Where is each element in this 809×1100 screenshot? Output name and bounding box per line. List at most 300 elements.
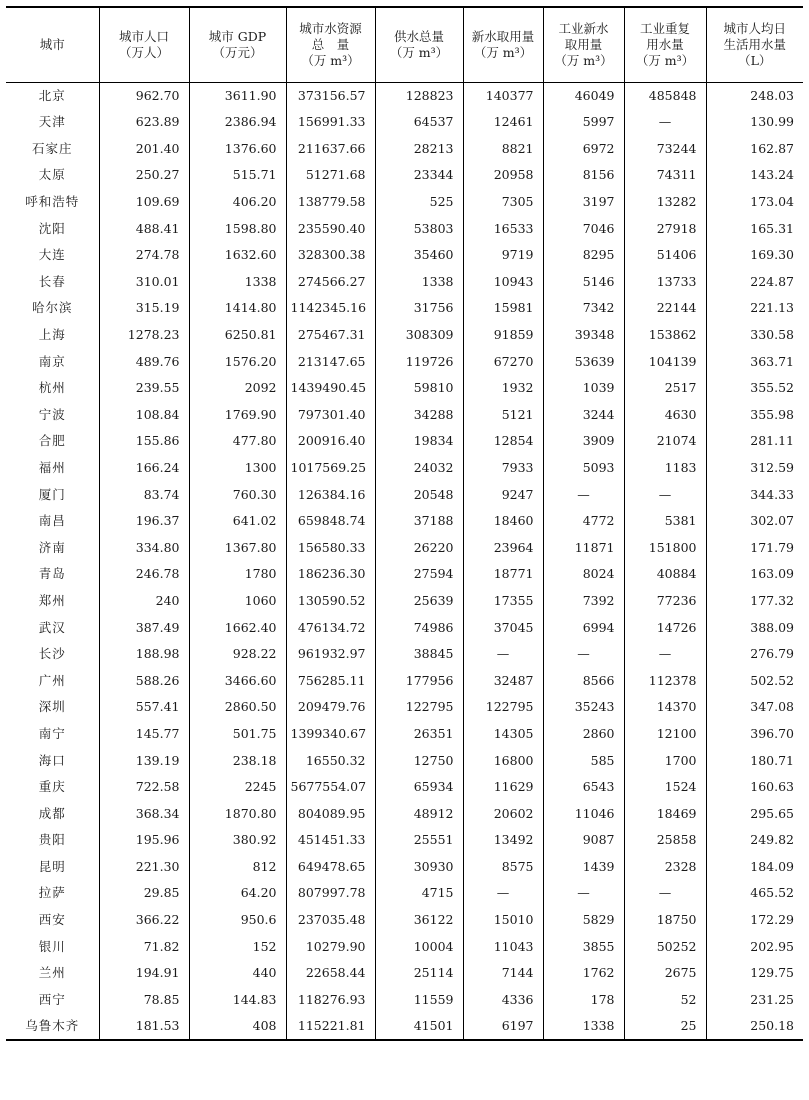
value-cell: 184.09: [706, 854, 803, 881]
value-cell: 171.79: [706, 535, 803, 562]
value-cell: 115221.81: [286, 1013, 375, 1040]
value-cell: 2675: [624, 960, 706, 987]
city-name-cell: 福州: [38, 459, 66, 475]
value-cell: 18460: [463, 508, 543, 535]
value-cell: 16550.32: [286, 747, 375, 774]
value-cell: 163.09: [706, 561, 803, 588]
value-cell: 23964: [463, 535, 543, 562]
column-header: [463, 7, 543, 83]
value-cell: 59810: [375, 375, 463, 402]
value-cell: 312.59: [706, 455, 803, 482]
value-cell: 28213: [375, 136, 463, 163]
city-name-cell: 兰州: [38, 965, 66, 981]
value-cell: 7933: [463, 455, 543, 482]
value-cell: 32487: [463, 668, 543, 695]
value-cell: 40884: [624, 561, 706, 588]
city-name-cell: 广州: [38, 672, 66, 688]
value-cell: 557.41: [99, 694, 189, 721]
value-cell: 178: [543, 987, 624, 1014]
column-header: [375, 7, 463, 83]
value-cell: 109.69: [99, 189, 189, 216]
value-cell: 295.65: [706, 801, 803, 828]
value-cell: 9247: [463, 481, 543, 508]
city-name-cell: 西宁: [38, 991, 66, 1007]
value-cell: 10943: [463, 269, 543, 296]
value-cell: 39348: [543, 322, 624, 349]
empty-value-cell: —: [543, 481, 624, 508]
value-cell: 221.30: [99, 854, 189, 881]
city-name-cell: 乌鲁木齐: [25, 1017, 80, 1033]
table-row: [6, 960, 803, 987]
value-cell: 485848: [624, 83, 706, 110]
table-row: [6, 136, 803, 163]
value-cell: 25551: [375, 827, 463, 854]
column-header-line: （万 m³）: [301, 53, 360, 69]
value-cell: 26220: [375, 535, 463, 562]
value-cell: 15981: [463, 295, 543, 322]
value-cell: 1870.80: [189, 801, 286, 828]
value-cell: 10004: [375, 934, 463, 961]
value-cell: 7342: [543, 295, 624, 322]
empty-value-cell: —: [624, 481, 706, 508]
column-header-line: 取用量: [564, 36, 603, 52]
city-name-cell: 拉萨: [38, 885, 66, 901]
table-row: [6, 880, 803, 907]
empty-value-cell: —: [463, 641, 543, 668]
city-name-cell: 贵阳: [38, 832, 66, 848]
table-row: [6, 854, 803, 881]
value-cell: 756285.11: [286, 668, 375, 695]
empty-value-cell: —: [463, 880, 543, 907]
value-cell: 67270: [463, 348, 543, 375]
value-cell: 396.70: [706, 721, 803, 748]
value-cell: 27594: [375, 561, 463, 588]
value-cell: 177.32: [706, 588, 803, 615]
table-row: [6, 215, 803, 242]
value-cell: 408: [189, 1013, 286, 1040]
value-cell: 649478.65: [286, 854, 375, 881]
value-cell: 1439490.45: [286, 375, 375, 402]
value-cell: 240: [99, 588, 189, 615]
value-cell: 1632.60: [189, 242, 286, 269]
value-cell: 122795: [375, 694, 463, 721]
table-row: [6, 934, 803, 961]
value-cell: 166.24: [99, 455, 189, 482]
value-cell: 406.20: [189, 189, 286, 216]
table-row: [6, 455, 803, 482]
value-cell: 2245: [189, 774, 286, 801]
value-cell: 363.71: [706, 348, 803, 375]
empty-value-cell: —: [624, 109, 706, 136]
value-cell: 5146: [543, 269, 624, 296]
value-cell: 502.52: [706, 668, 803, 695]
value-cell: 308309: [375, 322, 463, 349]
value-cell: 804089.95: [286, 801, 375, 828]
value-cell: 5677554.07: [286, 774, 375, 801]
city-name-cell: 海口: [38, 752, 66, 768]
table-row: [6, 987, 803, 1014]
value-cell: 355.98: [706, 402, 803, 429]
value-cell: 140377: [463, 83, 543, 110]
value-cell: 488.41: [99, 215, 189, 242]
table-row: [6, 641, 803, 668]
column-header: [6, 7, 99, 83]
column-header: [286, 7, 375, 83]
column-header: [99, 7, 189, 83]
value-cell: 165.31: [706, 215, 803, 242]
table-row: [6, 322, 803, 349]
value-cell: 156991.33: [286, 109, 375, 136]
table-row: [6, 402, 803, 429]
table-row: [6, 668, 803, 695]
value-cell: 274.78: [99, 242, 189, 269]
value-cell: 16533: [463, 215, 543, 242]
value-cell: 24032: [375, 455, 463, 482]
city-name-cell: 合肥: [38, 433, 66, 449]
value-cell: 21074: [624, 428, 706, 455]
value-cell: 2386.94: [189, 109, 286, 136]
value-cell: 1932: [463, 375, 543, 402]
value-cell: 74986: [375, 614, 463, 641]
value-cell: 25: [624, 1013, 706, 1040]
value-cell: 366.22: [99, 907, 189, 934]
value-cell: 315.19: [99, 295, 189, 322]
value-cell: 20548: [375, 481, 463, 508]
value-cell: 156580.33: [286, 535, 375, 562]
city-name-cell: 上海: [38, 327, 66, 343]
value-cell: 387.49: [99, 614, 189, 641]
value-cell: 4772: [543, 508, 624, 535]
value-cell: 108.84: [99, 402, 189, 429]
value-cell: 172.29: [706, 907, 803, 934]
value-cell: 1662.40: [189, 614, 286, 641]
value-cell: 34288: [375, 402, 463, 429]
value-cell: 13492: [463, 827, 543, 854]
value-cell: 246.78: [99, 561, 189, 588]
value-cell: 15010: [463, 907, 543, 934]
value-cell: 1142345.16: [286, 295, 375, 322]
value-cell: 1439: [543, 854, 624, 881]
table-row: [6, 109, 803, 136]
value-cell: 515.71: [189, 162, 286, 189]
table-body: [6, 83, 803, 1040]
table-row: [6, 721, 803, 748]
value-cell: 37045: [463, 614, 543, 641]
city-name-cell: 西安: [38, 912, 66, 928]
city-name-cell: 杭州: [38, 380, 66, 396]
page: [6, 6, 803, 1041]
value-cell: 6994: [543, 614, 624, 641]
value-cell: 211637.66: [286, 136, 375, 163]
value-cell: 14370: [624, 694, 706, 721]
city-name-cell: 太原: [38, 167, 66, 183]
value-cell: 249.82: [706, 827, 803, 854]
column-header-line: （万元）: [212, 45, 263, 60]
column-header-line: 供水总量: [393, 28, 444, 44]
value-cell: 126384.16: [286, 481, 375, 508]
value-cell: 145.77: [99, 721, 189, 748]
value-cell: 143.24: [706, 162, 803, 189]
value-cell: 1376.60: [189, 136, 286, 163]
value-cell: 83.74: [99, 481, 189, 508]
table-row: [6, 774, 803, 801]
value-cell: 18469: [624, 801, 706, 828]
value-cell: 139.19: [99, 747, 189, 774]
value-cell: 812: [189, 854, 286, 881]
value-cell: 6543: [543, 774, 624, 801]
value-cell: 129.75: [706, 960, 803, 987]
column-header: [543, 7, 624, 83]
value-cell: 200916.40: [286, 428, 375, 455]
value-cell: 2517: [624, 375, 706, 402]
value-cell: 330.58: [706, 322, 803, 349]
table-row: [6, 269, 803, 296]
value-cell: 1338: [543, 1013, 624, 1040]
value-cell: 368.34: [99, 801, 189, 828]
column-header-line: 生活用水量: [723, 36, 786, 52]
value-cell: 25114: [375, 960, 463, 987]
value-cell: 3611.90: [189, 83, 286, 110]
value-cell: 334.80: [99, 535, 189, 562]
table-row: [6, 508, 803, 535]
value-cell: 950.6: [189, 907, 286, 934]
value-cell: 8024: [543, 561, 624, 588]
city-name-cell: 武汉: [38, 619, 66, 635]
value-cell: 22658.44: [286, 960, 375, 987]
value-cell: 276.79: [706, 641, 803, 668]
value-cell: 194.91: [99, 960, 189, 987]
city-name-cell: 呼和浩特: [25, 194, 80, 210]
column-header-line: （万 m³）: [554, 53, 613, 69]
column-header-line: （万 m³）: [389, 45, 449, 60]
value-cell: 8566: [543, 668, 624, 695]
value-cell: 12461: [463, 109, 543, 136]
value-cell: 74311: [624, 162, 706, 189]
value-cell: 962.70: [99, 83, 189, 110]
value-cell: 209479.76: [286, 694, 375, 721]
value-cell: 180.71: [706, 747, 803, 774]
value-cell: 41501: [375, 1013, 463, 1040]
header-row: [6, 7, 803, 83]
value-cell: 1414.80: [189, 295, 286, 322]
table-row: [6, 747, 803, 774]
value-cell: 11871: [543, 535, 624, 562]
value-cell: 641.02: [189, 508, 286, 535]
value-cell: 239.55: [99, 375, 189, 402]
table-row: [6, 428, 803, 455]
column-header: [624, 7, 706, 83]
value-cell: 1278.23: [99, 322, 189, 349]
value-cell: 8156: [543, 162, 624, 189]
value-cell: 51271.68: [286, 162, 375, 189]
value-cell: 585: [543, 747, 624, 774]
value-cell: 224.87: [706, 269, 803, 296]
table-row: [6, 694, 803, 721]
value-cell: 477.80: [189, 428, 286, 455]
value-cell: 53639: [543, 348, 624, 375]
value-cell: 248.03: [706, 83, 803, 110]
value-cell: 13282: [624, 189, 706, 216]
value-cell: 19834: [375, 428, 463, 455]
value-cell: 1780: [189, 561, 286, 588]
column-header-line: 城市 GDP: [208, 28, 267, 44]
value-cell: 275467.31: [286, 322, 375, 349]
value-cell: 186236.30: [286, 561, 375, 588]
value-cell: 2860: [543, 721, 624, 748]
value-cell: 4336: [463, 987, 543, 1014]
value-cell: 476134.72: [286, 614, 375, 641]
value-cell: 2328: [624, 854, 706, 881]
empty-value-cell: —: [543, 641, 624, 668]
value-cell: 623.89: [99, 109, 189, 136]
value-cell: 14305: [463, 721, 543, 748]
value-cell: 6972: [543, 136, 624, 163]
city-water-table: [6, 6, 803, 1041]
column-header-line: （万人）: [118, 45, 169, 60]
table-row: [6, 561, 803, 588]
value-cell: 213147.65: [286, 348, 375, 375]
value-cell: 302.07: [706, 508, 803, 535]
value-cell: 11559: [375, 987, 463, 1014]
value-cell: 961932.97: [286, 641, 375, 668]
value-cell: 1769.90: [189, 402, 286, 429]
value-cell: 3244: [543, 402, 624, 429]
value-cell: 9719: [463, 242, 543, 269]
value-cell: 130590.52: [286, 588, 375, 615]
value-cell: 1017569.25: [286, 455, 375, 482]
value-cell: 11046: [543, 801, 624, 828]
city-name-cell: 重庆: [38, 779, 66, 795]
value-cell: 112378: [624, 668, 706, 695]
city-name-cell: 济南: [38, 539, 66, 555]
value-cell: 1399340.67: [286, 721, 375, 748]
value-cell: 173.04: [706, 189, 803, 216]
value-cell: 91859: [463, 322, 543, 349]
value-cell: 128823: [375, 83, 463, 110]
value-cell: 237035.48: [286, 907, 375, 934]
value-cell: 7046: [543, 215, 624, 242]
value-cell: 71.82: [99, 934, 189, 961]
value-cell: 231.25: [706, 987, 803, 1014]
value-cell: 30930: [375, 854, 463, 881]
value-cell: 5121: [463, 402, 543, 429]
city-name-cell: 南京: [38, 353, 66, 369]
value-cell: 588.26: [99, 668, 189, 695]
value-cell: 73244: [624, 136, 706, 163]
value-cell: 1039: [543, 375, 624, 402]
value-cell: 380.92: [189, 827, 286, 854]
value-cell: 525: [375, 189, 463, 216]
column-header: [189, 7, 286, 83]
table-row: [6, 375, 803, 402]
value-cell: 797301.40: [286, 402, 375, 429]
value-cell: 50252: [624, 934, 706, 961]
value-cell: 928.22: [189, 641, 286, 668]
value-cell: 177956: [375, 668, 463, 695]
value-cell: 20602: [463, 801, 543, 828]
value-cell: 12750: [375, 747, 463, 774]
value-cell: 35243: [543, 694, 624, 721]
value-cell: 3197: [543, 189, 624, 216]
column-header-line: （L）: [738, 53, 772, 69]
value-cell: 195.96: [99, 827, 189, 854]
value-cell: 5829: [543, 907, 624, 934]
city-name-cell: 南宁: [38, 725, 66, 741]
column-header-line: 工业重复: [639, 20, 690, 36]
value-cell: 52: [624, 987, 706, 1014]
value-cell: 760.30: [189, 481, 286, 508]
empty-value-cell: —: [624, 641, 706, 668]
value-cell: 659848.74: [286, 508, 375, 535]
value-cell: 1300: [189, 455, 286, 482]
city-name-cell: 长沙: [38, 646, 66, 662]
city-name-cell: 昆明: [38, 858, 66, 874]
value-cell: 18750: [624, 907, 706, 934]
value-cell: 155.86: [99, 428, 189, 455]
table-row: [6, 162, 803, 189]
value-cell: 144.83: [189, 987, 286, 1014]
value-cell: 1338: [375, 269, 463, 296]
table-row: [6, 1013, 803, 1040]
table-row: [6, 295, 803, 322]
table-row: [6, 348, 803, 375]
city-name-cell: 宁波: [38, 406, 66, 422]
city-name-cell: 北京: [38, 87, 66, 103]
value-cell: 388.09: [706, 614, 803, 641]
table-row: [6, 83, 803, 110]
empty-value-cell: —: [543, 880, 624, 907]
value-cell: 29.85: [99, 880, 189, 907]
column-header-line: 城市: [39, 36, 65, 52]
value-cell: 10279.90: [286, 934, 375, 961]
value-cell: 1183: [624, 455, 706, 482]
value-cell: 3466.60: [189, 668, 286, 695]
empty-value-cell: —: [624, 880, 706, 907]
city-name-cell: 哈尔滨: [31, 300, 73, 316]
value-cell: 250.27: [99, 162, 189, 189]
value-cell: 355.52: [706, 375, 803, 402]
value-cell: 25639: [375, 588, 463, 615]
column-header-line: 用水量: [646, 36, 684, 52]
value-cell: 281.11: [706, 428, 803, 455]
value-cell: 46049: [543, 83, 624, 110]
value-cell: 122795: [463, 694, 543, 721]
value-cell: 26351: [375, 721, 463, 748]
value-cell: 807997.78: [286, 880, 375, 907]
value-cell: 20958: [463, 162, 543, 189]
value-cell: 27918: [624, 215, 706, 242]
value-cell: 77236: [624, 588, 706, 615]
value-cell: 11043: [463, 934, 543, 961]
value-cell: 238.18: [189, 747, 286, 774]
value-cell: 65934: [375, 774, 463, 801]
value-cell: 5997: [543, 109, 624, 136]
value-cell: 1598.80: [189, 215, 286, 242]
value-cell: 37188: [375, 508, 463, 535]
column-header-line: 工业新水: [558, 20, 609, 36]
table-row: [6, 535, 803, 562]
value-cell: 465.52: [706, 880, 803, 907]
table-row: [6, 827, 803, 854]
value-cell: 17355: [463, 588, 543, 615]
value-cell: 48912: [375, 801, 463, 828]
value-cell: 16800: [463, 747, 543, 774]
value-cell: 6197: [463, 1013, 543, 1040]
value-cell: 11629: [463, 774, 543, 801]
table-row: [6, 189, 803, 216]
value-cell: 196.37: [99, 508, 189, 535]
value-cell: 152: [189, 934, 286, 961]
